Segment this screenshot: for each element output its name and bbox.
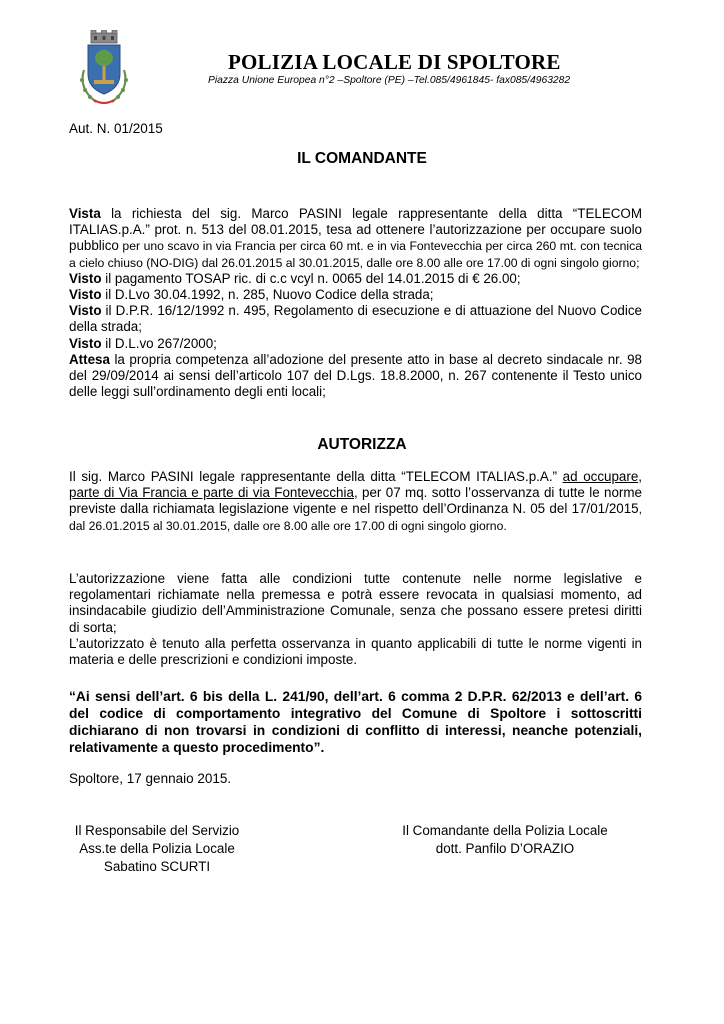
conditions-section (69, 571, 642, 668)
signature-left (65, 822, 249, 876)
municipal-crest-icon (74, 30, 134, 108)
signature-right-role: Il Comandante della Polizia Locale (402, 823, 608, 838)
conditions-paragraph-1: L’autorizzazione viene fatta alle condizioni tutte contenute nelle norme legislative e regolamentari richiamate nella premessa e potrà essere revocata in qualsiasi momento, ad insindacabile giudizio dell’Amministrazione Comunale, senza che possano essere pretesi diritti di sorta; (69, 571, 642, 635)
premise-vista: Vista la richiesta del sig. Marco PASINI legale rappresentante della ditta “TELECOM ITALIAS.p.A.” prot. n. 513 del 08.01.2015, tesa ad ottenere l’autorizzazione per occupare suolo pubblico per uno scavo in via Francia per circa 60 mt. e in via Fontevecchia per circa 260 mt. con tecnica a cielo chiuso (NO-DIG) dal 26.01.2015 al 30.01.2015, dalle ore 8.00 alle ore 17.00 di ogni singolo giorno; (69, 206, 642, 270)
premise-attesa: Attesa la propria competenza all’adozione del presente atto in base al decreto sindacale nr. 98 del 29/09/2014 ai sensi dell’articolo 107 del D.Lgs. 18.8.2000, n. 267 contenente il Testo unico delle leggi sull’ordinamento degli enti locali; (69, 351, 642, 400)
place-date: Spoltore, 17 gennaio 2015. (69, 771, 232, 786)
authorization-number: Aut. N. 01/2015 (69, 121, 163, 136)
authorization-paragraph: Il sig. Marco PASINI legale rappresentante della ditta “TELECOM ITALIAS.p.A.” ad occupare, parte di Via Francia e parte di via Fontevecchia, per 07 mq. sotto l’osservanza di tutte le norme previste dalla richiamata legislazione vigente e nel rispetto dell’Ordinanza N. 05 del 17/01/2015, dal 26.01.2015 al 30.01.2015, dalle ore 8.00 alle ore 17.00 di ogni singolo giorno. (69, 469, 643, 533)
premise-visto-tosap: Visto il pagamento TOSAP ric. di c.c vcyl n. 0065 del 14.01.2015 di € 26.00; (69, 270, 521, 286)
premise-visto-dpr: Visto il D.P.R. 16/12/1992 n. 495, Regolamento di esecuzione e di attuazione del Nuovo Codice della strada; (69, 303, 642, 335)
signature-right-name: dott. Panfilo D’ORAZIO (435, 841, 575, 856)
header-subtitle: Piazza Unione Europea n°2 –Spoltore (PE) –Tel.085/4961845- fax085/4963282 (208, 75, 571, 86)
premises-section (69, 206, 642, 400)
signature-left-role: Il Responsabile del Servizio (74, 823, 240, 838)
signature-right (380, 822, 630, 858)
heading-autorizza: AUTORIZZA (317, 436, 407, 453)
heading-comandante: IL COMANDANTE (297, 150, 427, 167)
premise-visto-dlvo: Visto il D.L.vo 267/2000; (69, 335, 217, 351)
conflict-declaration: “Ai sensi dell’art. 6 bis della L. 241/90, dell’art. 6 comma 2 D.P.R. 62/2013 e dell’art. 6 del codice di comportamento integrativo del Comune di Spoltore i sottoscritti dichiarano di non trovarsi in condizioni di conflitto di interessi, neanche potenziali, relativamente a questo procedimento”. (69, 689, 642, 755)
premise-visto-codice: Visto il D.Lvo 30.04.1992, n. 285, Nuovo Codice della strada; (69, 287, 434, 303)
header-title: POLIZIA LOCALE DI SPOLTORE (228, 50, 561, 74)
signature-left-office: Ass.te della Polizia Locale (79, 841, 235, 856)
conditions-paragraph-2: L’autorizzato è tenuto alla perfetta osservanza in quanto applicabili di tutte le norme vigenti in materia e delle prescrizioni e condizioni imposte. (69, 635, 642, 668)
signature-left-name: Sabatino SCURTI (103, 859, 211, 874)
